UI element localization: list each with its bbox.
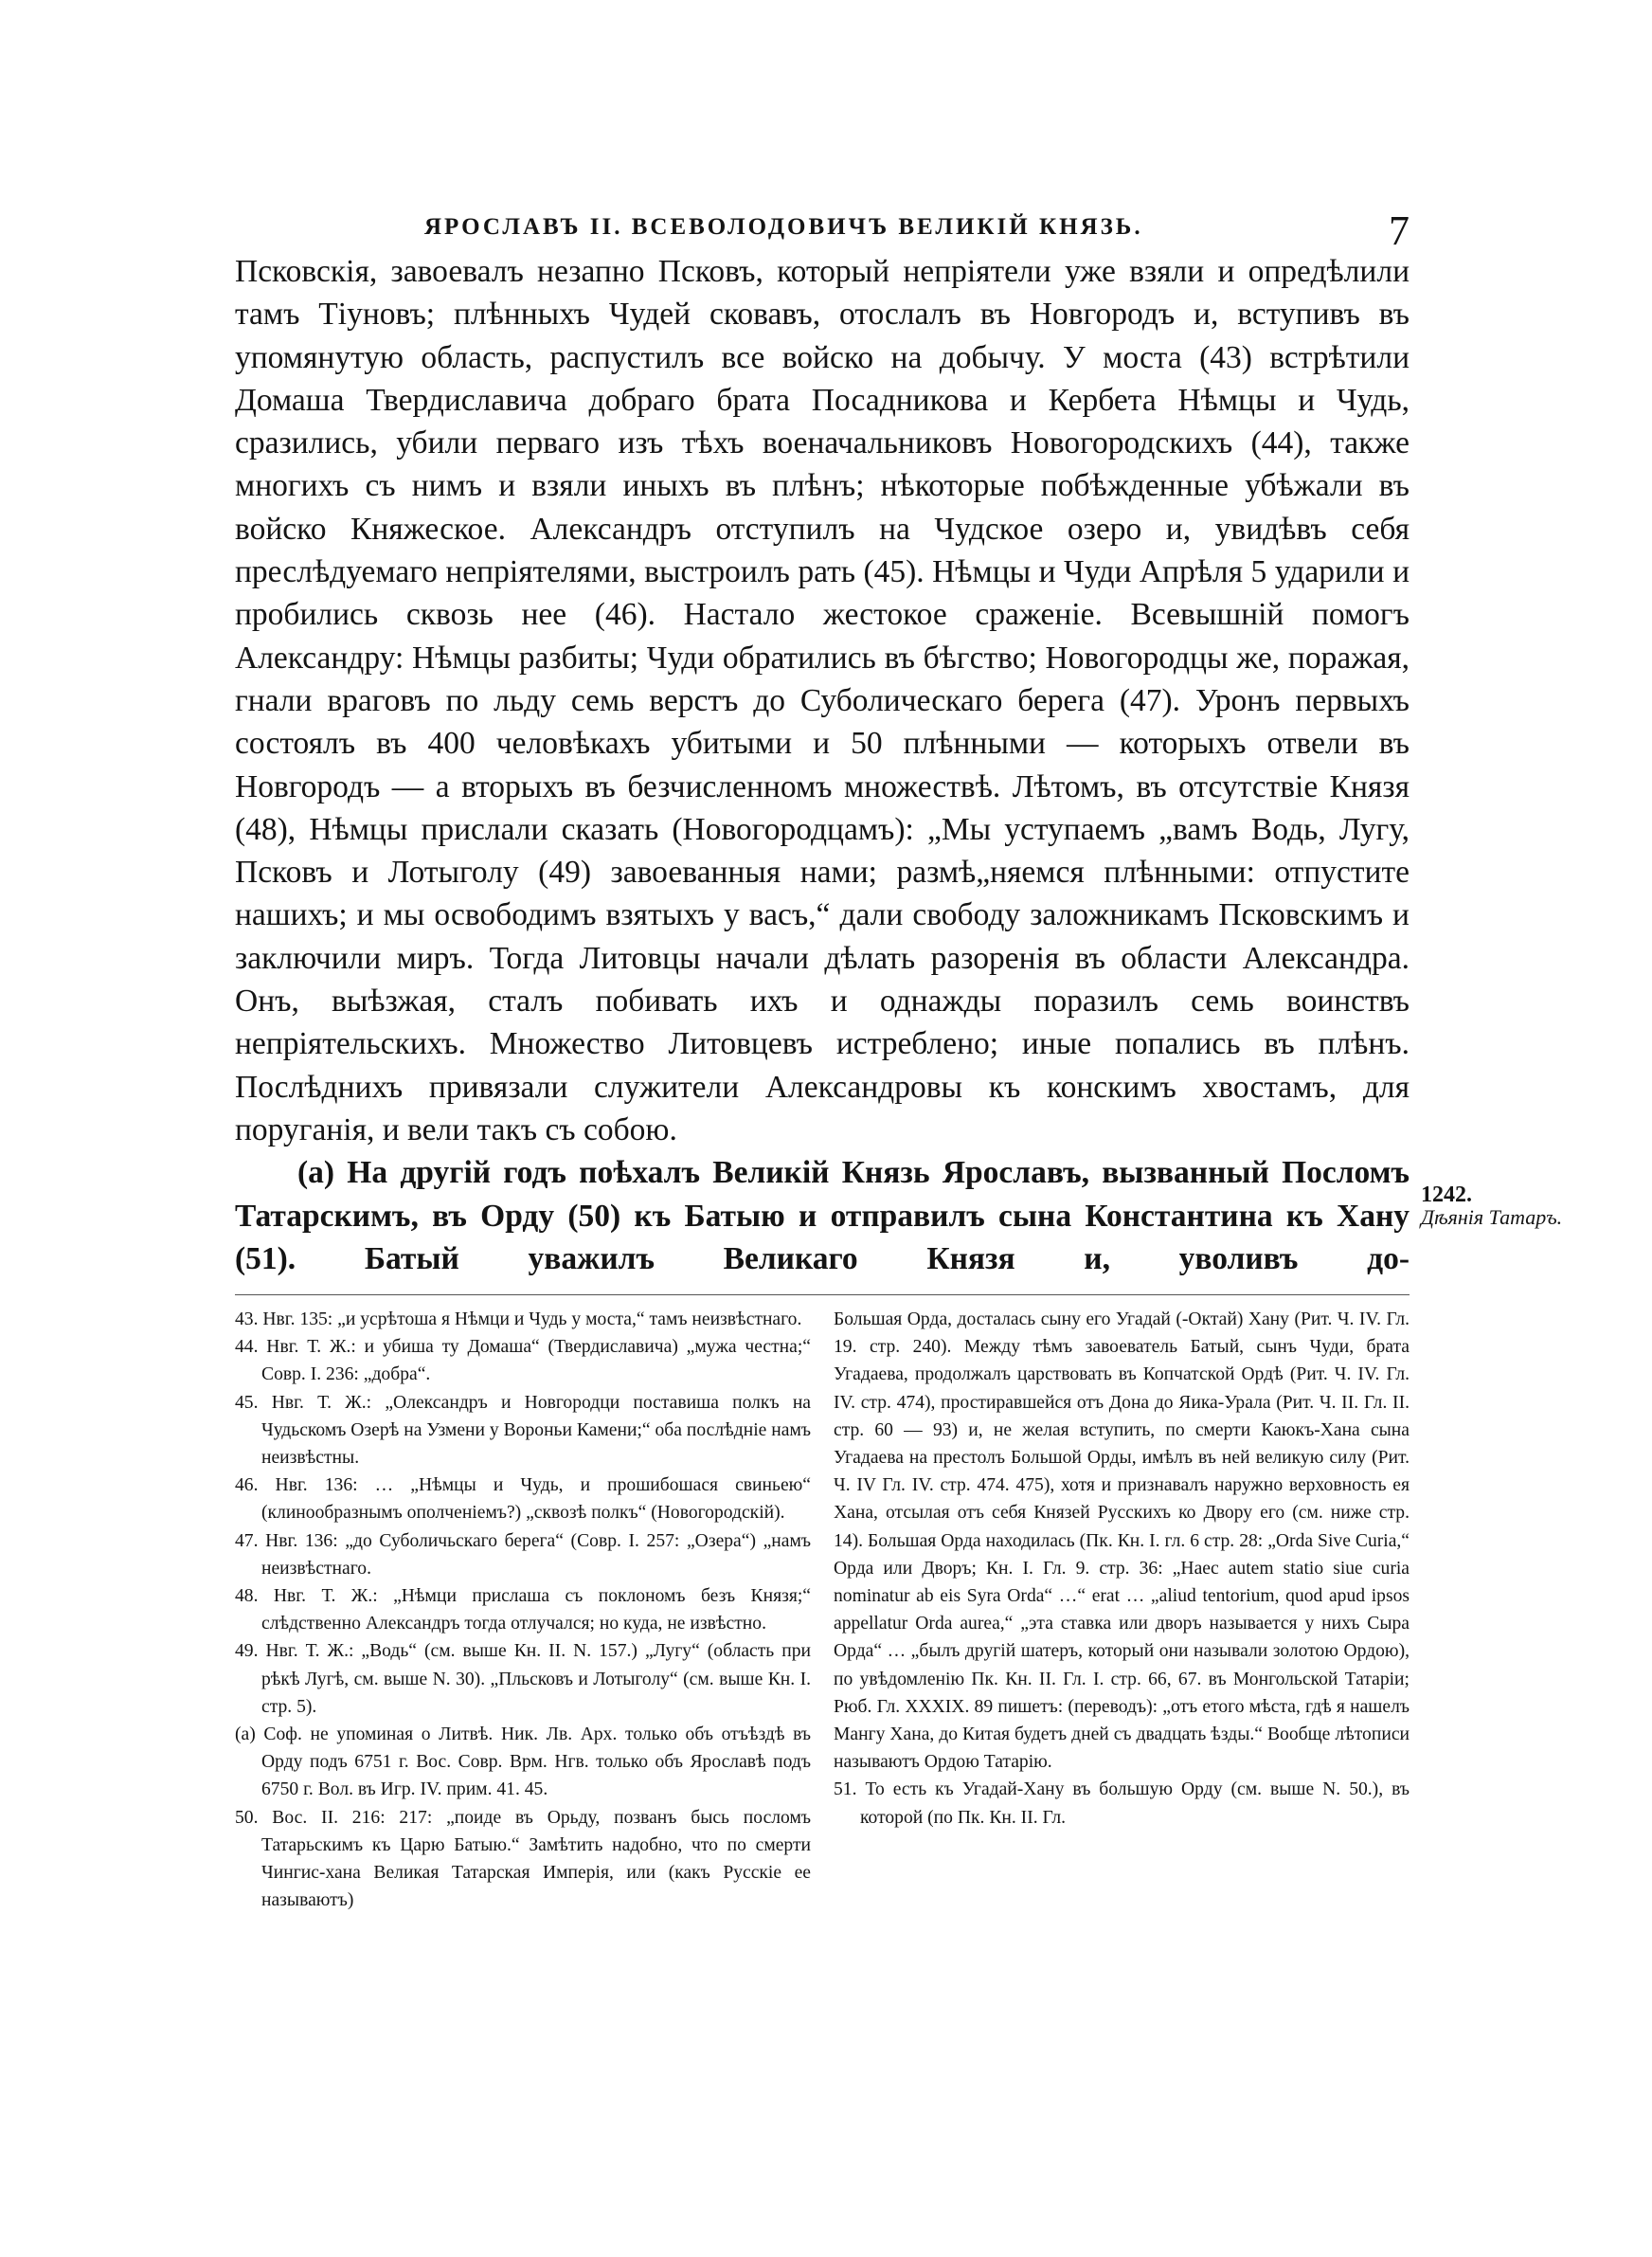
footnote-50-continued: Большая Орда, досталась сыну его Угадай (-Октай) Хану (Рит. Ч. IV. Гл. 19. стр. 240). Между тѣмъ завоеватель Батый, сынъ Чуди, брата Угадаева, продолжалъ царствовать въ Копчатской Ордѣ (Рит. Ч. IV. Гл. IV. стр. 474), простиравшейся отъ Дона до Яика-Урала (Рит. Ч. II. Гл. II. стр. 60 — 93) и, не желая вступить, по смерти Каюкъ-Хана сына Угадаева на престолъ Большой Орды, имѣлъ въ ней великую силу (Рит. Ч. IV Гл. IV. стр. 474. 475), хотя и признавалъ наружно верховность ея Хана, отсылая отъ себя Князей Русскихъ ко Двору его (см. ниже стр. 14). Большая Орда находилась (Пк. Кн. I. гл. 6 стр. 28: „Orda Sive Curia,“ Орда или Дворъ; Кн. I. Гл. 9. стр. 36: „Haec autem statio siue curia nominatur ab eis Syra Orda“ …“ erat … „aliud tentorium, quod apud ipsos appellatur Orda aurea,“ „эта ставка или дворъ называется у нихъ Сыра Орда“ … „былъ другій шатеръ, который они называли золотою Ордою), по увѣдомленію Пк. Кн. II. Гл. I. стр. 66, 67. въ Монгольской Татаріи; Рюб. Гл. XXXIX. 89 пишетъ: (переводъ): „отъ етого мѣста, гдѣ я нашелъ Мангу Хана, до Китая будетъ дней съ двадцать ѣзды.“ Вообще лѣтописи называютъ Ордою Татарію. xyxy=(834,1309,1410,1773)
footnote-a: (а) Соф. не упоминая о Литвѣ. Ник. Лв. Арх. только объ отъѣздѣ въ Орду подъ 6751 г. Вос. Совр. Врм. Нгв. только объ Ярославѣ подъ 6750 г. Вол. въ Игр. IV. прим. 41. 45. xyxy=(235,1724,811,1800)
footnote-48: 48. Нвг. Т. Ж.: „Нѣмци прислаша съ поклономъ безъ Князя;“ слѣдственно Александръ тогда отлучался; но куда, не извѣстно. xyxy=(235,1586,811,1634)
footnote-45: 45. Нвг. Т. Ж.: „Олександръ и Новгородци поставиша полкъ на Чудьскомъ Озерѣ на Узмени у Вороньи Камени;“ оба послѣдніе намъ неизвѣстны. xyxy=(235,1392,811,1469)
book-page xyxy=(235,207,1563,2215)
margin-note-year: 1242. xyxy=(1421,1183,1472,1207)
main-paragraph-1: Псковскія, завоевалъ незапно Псковъ, который непріятели уже взяли и опредѣлили тамъ Тіуновъ; плѣнныхъ Чудей сковавъ, отослалъ въ Новгородъ и, вступивъ въ упомянутую область, распустилъ все войско на добычу. У моста (43) встрѣтили Домаша Твердиславича добраго брата Посадникова и Кербета Нѣмцы и Чудь, сразились, убили перваго изъ тѣхъ военачальниковъ Новогородскихъ (44), также многихъ съ нимъ и взяли иныхъ въ плѣнъ; нѣкоторые побѣжденные убѣжали въ войско Княжеское. Александръ отступилъ на Чудское озеро и, увидѣвъ себя преслѣдуемаго непріятелями, выстроилъ рать (45). Нѣмцы и Чуди Апрѣля 5 ударили и пробились сквозь нее (46). Настало жестокое сраженіе. Всевышній помогъ Александру: Нѣмцы разбиты; Чуди обратились въ бѣгство; Новогородцы же, поражая, гнали враговъ по льду семь верстъ до Суболическаго берега (47). Уронъ первыхъ состоялъ въ 400 человѣкахъ убитыми и 50 плѣнными — которыхъ отвели въ Новгородъ — а вторыхъ въ безчисленномъ множествѣ. Лѣтомъ, въ отсутствіе Князя (48), Нѣмцы прислали сказать (Новогородцамъ): „Мы уступаемъ „вамъ Водь, Лугу, Псковъ и Лотыголу (49) завоеванныя нами; размѣ„няемся плѣнными: отпустите нашихъ; и мы освободимъ взятыхъ у васъ,“ дали свободу заложникамъ Псковскимъ и заключили миръ. Тогда Литовцы начали дѣлать разоренія въ области Александра. Онъ, выѣзжая, сталъ побивать ихъ и однажды поразилъ семь воинствъ непріятельскихъ. Множество Литовцевъ истреблено; иные попались въ плѣнъ. Послѣднихъ привязали служители Александровы къ конскимъ хвостамъ, для поруганія, и вели такъ съ собою. xyxy=(235,254,1410,1147)
running-head: ЯРОСЛАВЪ II. ВСЕВОЛОДОВИЧЪ ВЕЛИКІЙ КНЯЗЬ. xyxy=(424,214,1143,240)
footnote-49: 49. Нвг. Т. Ж.: „Водь“ (см. выше Кн. II. N. 157.) „Лугу“ (область при рѣкѣ Лугѣ, см. выше N. 30). „Пльсковъ и Лотыголу“ (см. выше Кн. I. стр. 5). xyxy=(235,1641,811,1717)
footnotes-left-column xyxy=(235,1306,811,1914)
footnotes xyxy=(235,1306,1410,1914)
footnote-rule xyxy=(235,1294,1410,1295)
footnote-46: 46. Нвг. 136: … „Нѣмцы и Чудь, и прошибошася свиньею“ (клинообразнымъ ополченіемъ?) „сквозѣ полкъ“ (Новогородскій). xyxy=(235,1475,811,1524)
footnote-47: 47. Нвг. 136: „до Суболичьскаго берега“ (Совр. I. 257: „Озера“) „намъ неизвѣстнаго. xyxy=(235,1530,811,1579)
main-paragraph-2: (а) На другій годъ поѣхалъ Великій Князь Ярославъ, вызванный Посломъ Татарскимъ, въ Орду (50) къ Батыю и отправилъ сына Константина къ Хану (51). Батый уважилъ Великаго Князя и, уволивъ до- xyxy=(235,1155,1410,1276)
footnote-50: 50. Вос. II. 216: 217: „поиде въ Орьду, позванъ бысь посломъ Татарьскимъ къ Царю Батыю.“ Замѣтить надобно, что по смерти Чингис-хана Великая Татарская Имперія, или (какъ Русскіе ее называютъ) xyxy=(235,1807,811,1911)
margin-note-subject: Дѣянія Татаръ. xyxy=(1421,1205,1563,1229)
page-number: 7 xyxy=(1389,208,1410,254)
main-text xyxy=(235,250,1410,1280)
footnotes-right-column xyxy=(834,1306,1410,1914)
footnote-44: 44. Нвг. Т. Ж.: и убиша ту Домаша“ (Твердиславича) „мужа честна;“ Совр. I. 236: „добра“. xyxy=(235,1337,811,1385)
footnote-51: 51. То есть къ Угадай-Хану въ большую Орду (см. выше N. 50.), въ которой (по Пк. Кн. II. Гл. xyxy=(834,1779,1410,1828)
footnote-43: 43. Нвг. 135: „и усрѣтоша я Нѣмци и Чудь у моста,“ тамъ неизвѣстнаго. xyxy=(235,1309,802,1329)
margin-note xyxy=(1421,1184,1563,1228)
